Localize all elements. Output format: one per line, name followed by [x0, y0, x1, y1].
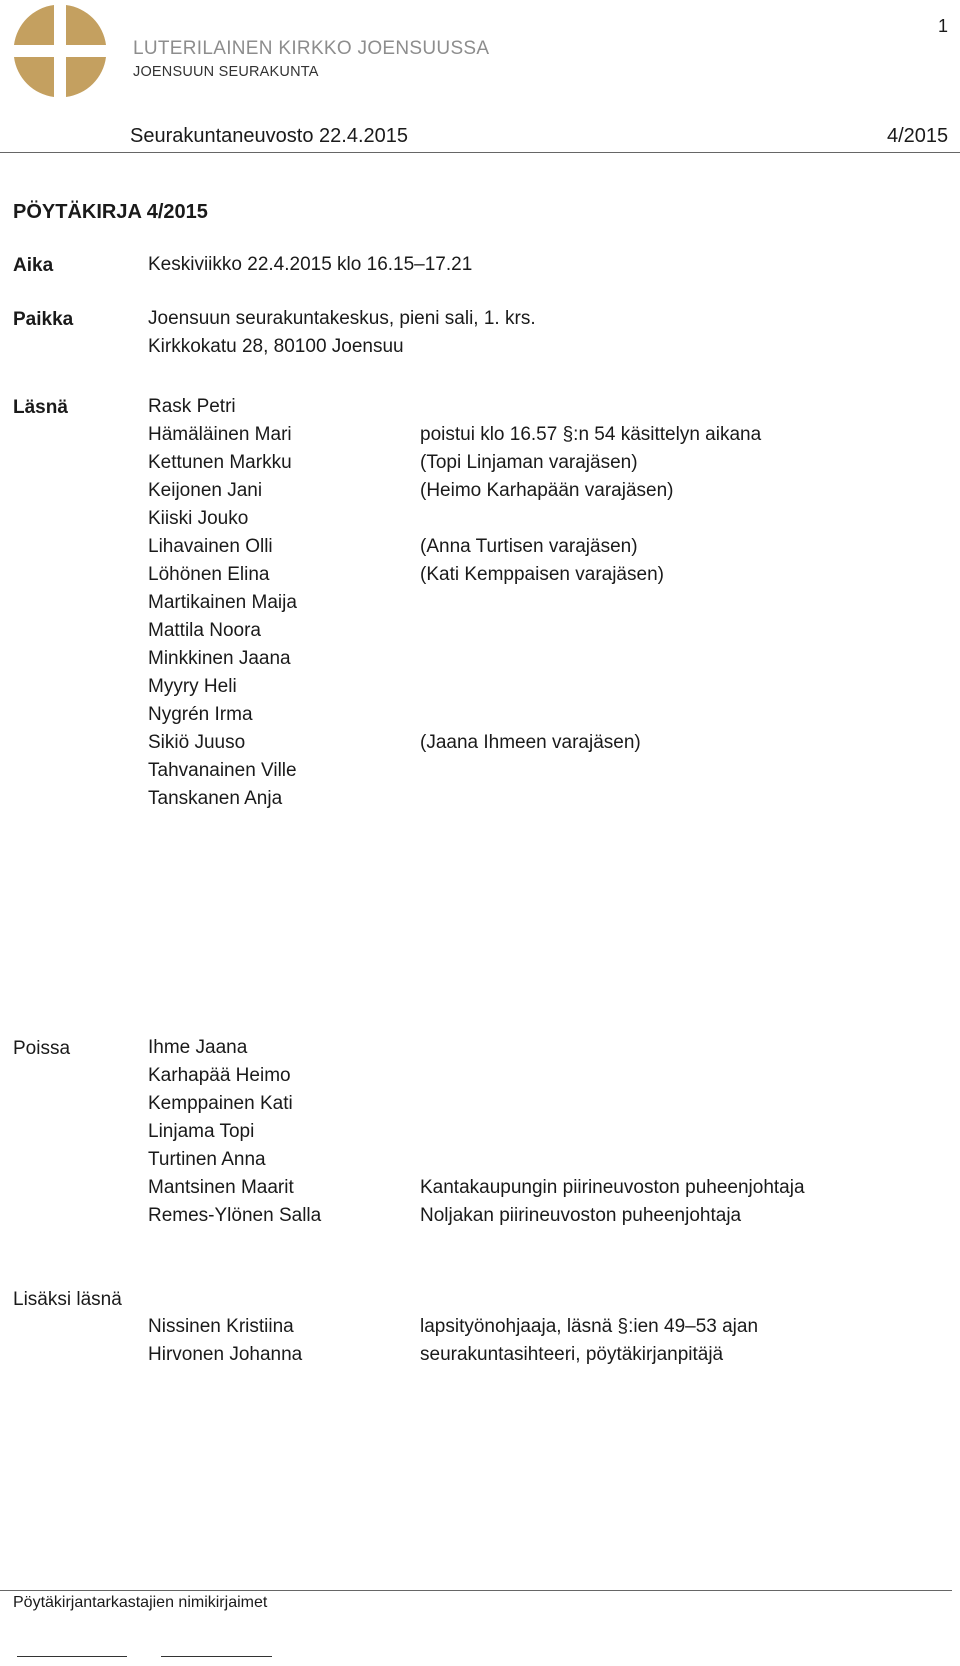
- member-note: (Jaana Ihmeen varajäsen): [420, 732, 641, 753]
- org-name-line2: JOENSUUN SEURAKUNTA: [133, 64, 319, 80]
- member-note: (Topi Linjaman varajäsen): [420, 452, 638, 473]
- member-name: Mattila Noora: [148, 620, 261, 641]
- initials-line-1: [17, 1656, 127, 1657]
- also-present-name: Hirvonen Johanna: [148, 1344, 303, 1365]
- also-present-notes-list: [420, 1313, 758, 1369]
- church-cross-logo-icon: [14, 5, 106, 97]
- absent-note: Kantakaupungin piirineuvoston puheenjohtaja: [420, 1177, 805, 1198]
- absent-note: [420, 1090, 805, 1118]
- member-name: Minkkinen Jaana: [148, 648, 291, 669]
- member-note: [420, 617, 761, 645]
- initials-line-2: [161, 1656, 272, 1657]
- member-note: [420, 673, 761, 701]
- member-note: [420, 505, 761, 533]
- also-present-names-list: [148, 1313, 302, 1369]
- also-present-note: lapsityönohjaaja, läsnä §:ien 49–53 ajan: [420, 1316, 759, 1337]
- absent-note: [420, 1062, 805, 1090]
- member-name: Myyry Heli: [148, 676, 237, 697]
- absent-name: Karhapää Heimo: [148, 1065, 291, 1086]
- absent-name: Linjama Topi: [148, 1121, 255, 1142]
- absent-name: Mantsinen Maarit: [148, 1177, 294, 1198]
- member-note: [420, 785, 761, 813]
- also-present-label: Lisäksi läsnä: [13, 1289, 122, 1310]
- place-line1: Joensuun seurakuntakeskus, pieni sali, 1. krs.: [148, 308, 536, 329]
- time-value: Keskiviikko 22.4.2015 klo 16.15–17.21: [148, 254, 473, 275]
- absent-notes-list: [420, 1034, 805, 1230]
- present-label: Läsnä: [13, 397, 68, 418]
- member-name: Martikainen Maija: [148, 592, 297, 613]
- present-notes-list: [420, 393, 761, 813]
- member-name: Tahvanainen Ville: [148, 760, 297, 781]
- initials-label: Pöytäkirjantarkastajien nimikirjaimet: [13, 1594, 268, 1611]
- member-name: Rask Petri: [148, 396, 236, 417]
- meeting-name: Seurakuntaneuvosto 22.4.2015: [130, 125, 408, 147]
- member-note: (Anna Turtisen varajäsen): [420, 536, 638, 557]
- absent-name: Kemppainen Kati: [148, 1093, 293, 1114]
- absent-names-list: [148, 1034, 321, 1230]
- absent-name: Remes-Ylönen Salla: [148, 1205, 322, 1226]
- member-note: [420, 645, 761, 673]
- absent-note: [420, 1034, 805, 1062]
- time-label: Aika: [13, 255, 54, 276]
- member-name: Kettunen Markku: [148, 452, 292, 473]
- member-note: (Kati Kemppaisen varajäsen): [420, 564, 664, 585]
- place-label: Paikka: [13, 309, 74, 330]
- present-names-list: [148, 393, 297, 813]
- member-name: Lihavainen Olli: [148, 536, 273, 557]
- also-present-note: seurakuntasihteeri, pöytäkirjanpitäjä: [420, 1344, 724, 1365]
- member-name: Keijonen Jani: [148, 480, 263, 501]
- member-name: Nygrén Irma: [148, 704, 253, 725]
- member-name: Sikiö Juuso: [148, 732, 246, 753]
- absent-note: Noljakan piirineuvoston puheenjohtaja: [420, 1205, 742, 1226]
- also-present-name: Nissinen Kristiina: [148, 1316, 294, 1337]
- document-title: PÖYTÄKIRJA 4/2015: [13, 201, 208, 223]
- org-name-line1: LUTERILAINEN KIRKKO JOENSUUSSA: [133, 38, 490, 59]
- member-note: [420, 589, 761, 617]
- absent-note: [420, 1118, 805, 1146]
- member-note: (Heimo Karhapään varajäsen): [420, 480, 674, 501]
- logo-quadrants: [14, 5, 106, 97]
- member-note: poistui klo 16.57 §:n 54 käsittelyn aikana: [420, 424, 762, 445]
- member-name: Tanskanen Anja: [148, 788, 283, 809]
- absent-name: Ihme Jaana: [148, 1037, 248, 1058]
- place-line2: Kirkkokatu 28, 80100 Joensuu: [148, 336, 404, 357]
- member-name: Hämäläinen Mari: [148, 424, 292, 445]
- member-note: [420, 757, 761, 785]
- header-rule: [0, 152, 960, 153]
- absent-note: [420, 1146, 805, 1174]
- member-name: Kiiski Jouko: [148, 508, 249, 529]
- page-number: 1: [938, 16, 949, 36]
- absent-label: Poissa: [13, 1038, 71, 1059]
- footer-rule: [0, 1590, 952, 1591]
- member-note: [420, 701, 761, 729]
- absent-name: Turtinen Anna: [148, 1149, 266, 1170]
- member-note: [420, 393, 761, 421]
- document-number: 4/2015: [887, 125, 949, 147]
- member-name: Löhönen Elina: [148, 564, 270, 585]
